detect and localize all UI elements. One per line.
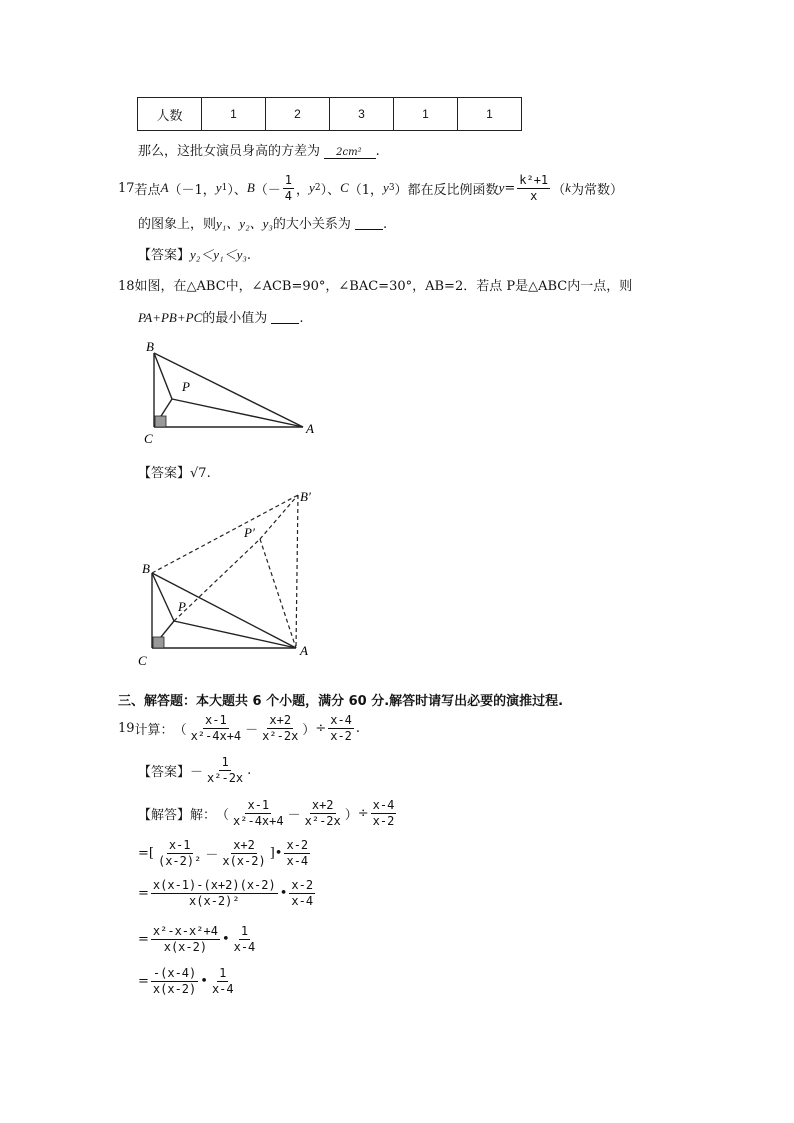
question-number: 19 bbox=[118, 720, 135, 736]
table-cell: 1 bbox=[458, 98, 522, 131]
fraction: $\frac{x(x-1)-(x+2)(x-2)}{\text{x(x-2)²}}$ bbox=[152, 877, 276, 908]
q19-step-2: = $\frac{x(x-1)-(x+2)(x-2)}{\text{x(x-2)²}}$ • $\frac{x-2}{x-4}$ bbox=[138, 877, 314, 908]
label-P-prime: P′ bbox=[244, 525, 255, 540]
table-cell: 1 bbox=[202, 98, 266, 131]
label-A: A bbox=[300, 643, 308, 658]
q16-answer-line: 那么，这批女演员身高的方差为 2cm² . bbox=[138, 144, 380, 159]
table-header-cell: 人数 bbox=[138, 98, 202, 131]
label-C: C bbox=[144, 431, 153, 445]
answer-tag: 【答案】 bbox=[138, 764, 191, 780]
question-number: 17 bbox=[118, 180, 135, 196]
table-cell: 3 bbox=[330, 98, 394, 131]
solution-tag: 【解答】解： bbox=[138, 807, 217, 823]
q19-step-1: = [ $\frac{x-1}{\text{(x-2)²}}$ － $\frac{x+2}{x(x-2)}$ ] • $\frac{x-2}{x-4}$ bbox=[138, 837, 309, 868]
q18-answer: 【答案】√7. bbox=[138, 466, 211, 481]
fraction: $\frac{x-4}{x-2}$ bbox=[330, 712, 352, 743]
fraction: $\frac{x-1}{\text{(x-2)²}}$ bbox=[157, 837, 202, 868]
fraction: $\frac{1}{x-4}$ bbox=[211, 965, 234, 996]
fraction: $\frac{x-1}{\text{x²-4x+4}}$ bbox=[190, 712, 242, 743]
fraction: $\frac{1}{\text{x²-2x}}$ bbox=[207, 754, 244, 785]
q19-solution-line: 【解答】解： （ $\frac{x-1}{\text{x²-4x+4}}$ － $\frac{x+2}{\text{x²-2x}}$ ） ÷ $\frac{x-4}{x-2}$ bbox=[138, 797, 395, 828]
fraction: $\frac{x+2}{x(x-2)}$ bbox=[222, 837, 266, 868]
q17-line2: 的图象上，则y₁、y₂、y₃的大小关系为 . bbox=[138, 216, 388, 232]
q19-answer: 【答案】 － $\frac{1}{\text{x²-2x}}$ . bbox=[138, 754, 252, 785]
label-A: A bbox=[306, 421, 314, 436]
fraction: $\frac{x-2}{x-4}$ bbox=[291, 877, 314, 908]
q16-answer-value: 2cm² bbox=[324, 147, 375, 159]
answer-tag: 【答案】 bbox=[138, 248, 191, 263]
table-cell: 1 bbox=[394, 98, 458, 131]
table-cell: 2 bbox=[266, 98, 330, 131]
question-number: 18 bbox=[118, 279, 135, 294]
label-B: B bbox=[142, 561, 150, 576]
label-B-prime: B′ bbox=[300, 489, 311, 504]
fraction: $\frac{1}{4}$ bbox=[284, 172, 293, 203]
label-C: C bbox=[138, 653, 147, 668]
fraction: $\frac{x-2}{x-4}$ bbox=[286, 837, 309, 868]
answer-blank bbox=[271, 312, 299, 324]
q19-step-3: = $\frac{\text{x²-x-x²+4}}{x(x-2)}$ • $\frac{1}{x-4}$ bbox=[138, 923, 256, 954]
label-P: P bbox=[182, 379, 190, 394]
q17-answer: 【答案】y₂＜y₁＜y₃. bbox=[138, 247, 252, 263]
fraction: $\frac{\text{k²+1}}{x}$ bbox=[519, 172, 549, 203]
answer-blank bbox=[355, 218, 383, 230]
triangle-figure-1 bbox=[130, 335, 330, 445]
label-P: P bbox=[178, 599, 186, 614]
answer-tag: 【答案】 bbox=[138, 466, 191, 481]
frequency-table bbox=[137, 97, 522, 131]
q18-line2: PA+PB+PC的最小值为 . bbox=[138, 310, 304, 326]
q19-line: 19 计算： （ $\frac{x-1}{\text{x²-4x+4}}$ － $\frac{x+2}{\text{x²-2x}}$ ） ÷ $\frac{x-4}{x-2}$ . bbox=[118, 712, 361, 743]
fraction: $\frac{1}{x-4}$ bbox=[233, 923, 256, 954]
fraction: $\frac{x+2}{\text{x²-2x}}$ bbox=[304, 797, 341, 828]
section-heading: 三、解答题：本大题共 6 个小题，满分 60 分.解答时请写出必要的演推过程. bbox=[118, 694, 564, 709]
fraction: $\frac{x+2}{\text{x²-2x}}$ bbox=[262, 712, 299, 743]
fraction: $\frac{-(x-4)}{x(x-2)}$ bbox=[152, 965, 197, 996]
fraction: $\frac{\text{x²-x-x²+4}}{x(x-2)}$ bbox=[152, 923, 218, 954]
q18-line1: 18如图，在△ABC中，∠ACB=90°，∠BAC=30°，AB=2．若点 P是△ABC内一点，则 bbox=[118, 279, 633, 294]
fraction: $\frac{x-1}{\text{x²-4x+4}}$ bbox=[233, 797, 284, 828]
label-B: B bbox=[146, 339, 154, 354]
triangle-figure-2 bbox=[130, 485, 330, 670]
q17-line1: 17 若点 A （－1， y 1 ）、 B （－ $\frac{1}{4}$ ， y 2 ）、 C （1， y 3 ）都在反比例函数 y = $\frac{\text{k²+1}}{x}$ （ k 为常数） bbox=[118, 172, 623, 203]
q19-step-4: = $\frac{-(x-4)}{x(x-2)}$ • $\frac{1}{x-4}$ bbox=[138, 965, 234, 996]
fraction: $\frac{x-4}{x-2}$ bbox=[372, 797, 395, 828]
table-row bbox=[138, 98, 522, 131]
